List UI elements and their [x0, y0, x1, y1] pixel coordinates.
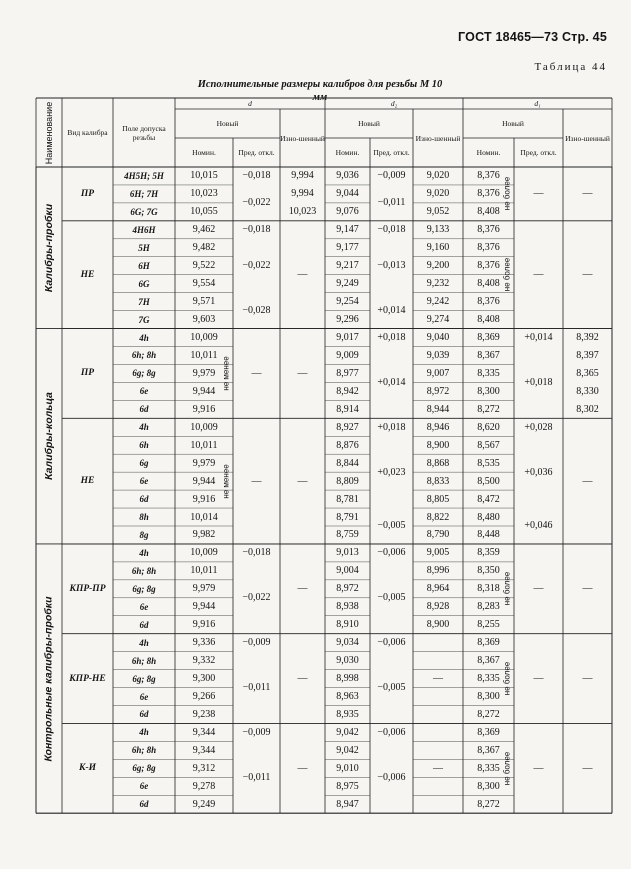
- d2-nom-cell: 8,938: [336, 601, 359, 613]
- ne-menee-note: [219, 418, 233, 544]
- d-nom-cell: 9,982: [192, 529, 216, 541]
- d1-nom-cell: 8,283: [477, 601, 500, 613]
- d1-nom-cell: 8,408: [477, 314, 500, 326]
- ne-bolee-note: [500, 723, 514, 813]
- d1-nom-cell: 8,359: [477, 547, 500, 559]
- d1-tol-cell: +0,018: [524, 376, 553, 388]
- d2-wear-cell: 8,964: [426, 583, 450, 595]
- d2-tol-header: Пред. откл.: [373, 148, 410, 157]
- d1-wear-cell: 8,392: [576, 332, 599, 344]
- group-name-label: Калибры-пробки: [43, 203, 56, 292]
- d2-nom-cell: 9,147: [336, 224, 359, 236]
- d2-nom-cell: 8,927: [336, 421, 359, 433]
- d1-nom-cell: 8,367: [477, 655, 500, 667]
- field-cell: 6G: [138, 278, 150, 289]
- d2-wear-cell: 8,972: [426, 385, 450, 397]
- d2-nom-cell: 8,809: [336, 475, 359, 487]
- d2-wear-cell: 8,805: [426, 493, 450, 505]
- d-nom-cell: 9,462: [192, 224, 216, 236]
- d-wear-cell: —: [297, 762, 308, 774]
- ne-menee-label: не менее: [221, 356, 231, 391]
- kind-cell: ПР: [80, 368, 95, 379]
- d-nom-cell: 9,916: [192, 619, 216, 631]
- d-nom-header: Номин.: [192, 148, 216, 157]
- d1-nom-cell: 8,335: [477, 367, 500, 379]
- d2-tol-cell: −0,005: [377, 682, 406, 694]
- field-cell: 6g; 8g: [132, 583, 156, 594]
- d-nom-cell: 9,916: [192, 403, 216, 415]
- field-cell: 4h: [139, 727, 149, 738]
- d1-nom-cell: 8,335: [477, 762, 500, 774]
- d1-nom-cell: 8,500: [477, 475, 500, 487]
- field-cell: 4h: [139, 332, 149, 343]
- group-name-label: Калибры-кольца: [43, 392, 56, 481]
- d2-wear-cell: 9,274: [426, 314, 450, 326]
- d2-tol-cell: +0,023: [377, 466, 406, 478]
- d2-nom-cell: 9,296: [336, 314, 359, 326]
- field-cell: 6e: [139, 691, 149, 702]
- field-cell: 4h: [139, 422, 149, 433]
- d2-tol-cell: −0,006: [377, 771, 406, 783]
- d-nom-cell: 9,522: [192, 260, 216, 272]
- d2-nom-cell: 8,975: [336, 780, 359, 792]
- d2-nom-cell: 9,010: [336, 762, 359, 774]
- d2-wear-cell: 9,020: [426, 170, 450, 182]
- ne-bolee-note: [500, 221, 514, 329]
- kind-cell: К-И: [79, 763, 96, 774]
- d1-nom-cell: 8,335: [477, 673, 500, 685]
- ne-bolee-note: [500, 167, 514, 221]
- d1-nom-cell: 8,535: [477, 457, 500, 469]
- d1-new-header: Новый: [502, 119, 524, 128]
- d2-wear-cell: 9,232: [426, 278, 450, 290]
- d1-wear-cell: 8,302: [576, 403, 599, 415]
- kind-cell: ПР: [80, 188, 95, 199]
- d2-wear-header: Изно-шенный: [415, 133, 461, 143]
- ne-bolee-label: не более: [502, 661, 512, 696]
- d-wear-cell: 9,994: [291, 170, 314, 182]
- d2-wear-cell: —: [433, 673, 443, 685]
- d2-nom-cell: 9,249: [336, 278, 359, 290]
- d2-tol-cell: +0,014: [377, 376, 406, 388]
- field-cell: 6d: [139, 494, 149, 505]
- ne-bolee-label: не более: [502, 751, 512, 786]
- d-nom-cell: 10,011: [190, 349, 218, 361]
- d1-nom-cell: 8,376: [477, 260, 500, 272]
- d1-nom-cell: 8,369: [477, 637, 500, 649]
- d2-nom-cell: 9,254: [336, 296, 359, 308]
- d1-tol-cell: +0,014: [524, 332, 553, 344]
- d-nom-cell: 10,011: [190, 439, 218, 451]
- d1-nom-cell: 8,369: [477, 332, 500, 344]
- d2-tol-cell: −0,018: [377, 224, 406, 236]
- field-cell: 6e: [139, 476, 149, 487]
- page-header: ГОСТ 18465—73 Стр. 45: [458, 30, 607, 44]
- d1-header: d₁: [534, 99, 541, 108]
- d2-wear-cell: 8,900: [426, 619, 450, 631]
- d2-wear-cell: 8,944: [426, 403, 450, 415]
- name-header: [36, 98, 62, 167]
- name-header-label: Наименование: [44, 101, 55, 164]
- d2-wear-cell: 9,052: [426, 206, 450, 218]
- field-cell: 6d: [139, 799, 149, 810]
- ne-bolee-note: [500, 544, 514, 634]
- d2-wear-cell: 8,822: [426, 511, 450, 523]
- d2-wear-cell: 9,020: [426, 188, 450, 200]
- d-nom-cell: 10,023: [190, 188, 218, 200]
- d2-nom-cell: 9,004: [336, 565, 359, 577]
- field-header: Поле допуска резьбы: [122, 123, 166, 142]
- d1-nom-cell: 8,480: [477, 511, 500, 523]
- field-cell: 4H6H: [132, 224, 156, 235]
- d-wear-cell: —: [297, 367, 308, 379]
- d2-tol-cell: −0,006: [377, 637, 406, 649]
- d1-nom-cell: 8,272: [477, 798, 500, 810]
- d2-wear-cell: —: [433, 762, 443, 774]
- field-cell: 6e: [139, 781, 149, 792]
- d-nom-cell: 9,266: [192, 691, 216, 703]
- d-header: d: [248, 99, 252, 108]
- d-wear-cell: —: [297, 583, 308, 595]
- ne-bolee-note: [500, 634, 514, 724]
- d1-wear-cell: 8,397: [576, 349, 599, 361]
- d2-new-header: Новый: [358, 119, 380, 128]
- d-new-header: Новый: [216, 119, 239, 128]
- d1-nom-cell: 8,376: [477, 296, 500, 308]
- d2-tol-cell: −0,006: [377, 726, 406, 738]
- field-cell: 6h; 8h: [131, 655, 157, 666]
- field-cell: 4h: [139, 637, 149, 648]
- d-nom-cell: 9,916: [192, 493, 216, 505]
- d1-nom-cell: 8,376: [477, 170, 500, 182]
- d1-wear-cell: 8,330: [576, 385, 599, 397]
- field-cell: 6h: [139, 440, 149, 451]
- d2-nom-cell: 8,781: [336, 493, 359, 505]
- d-wear-header: Изно-шенный: [280, 133, 325, 143]
- d1-tol-cell: —: [533, 583, 544, 595]
- d2-tol-cell: +0,018: [377, 421, 406, 433]
- field-cell: 6d: [139, 619, 149, 630]
- d2-wear-cell: 8,996: [426, 565, 450, 577]
- d1-nom-cell: 8,472: [477, 493, 500, 505]
- d2-nom-cell: 9,030: [336, 655, 359, 667]
- group-name-label: Контрольные калибры-пробки: [43, 596, 55, 762]
- d-tol-header: Пред. откл.: [238, 148, 275, 157]
- field-cell: 6d: [139, 404, 149, 415]
- field-cell: 6e: [139, 601, 149, 612]
- d-wear-cell: —: [297, 673, 308, 685]
- field-cell: 6g: [139, 458, 149, 469]
- d2-nom-cell: 8,910: [336, 619, 359, 631]
- d-nom-cell: 9,336: [192, 637, 216, 649]
- d1-tol-cell: +0,036: [524, 466, 553, 478]
- d2-nom-cell: 9,042: [336, 726, 359, 738]
- d-nom-cell: 9,344: [192, 744, 216, 756]
- d-tol-cell: −0,022: [242, 592, 271, 604]
- d2-wear-cell: 8,928: [426, 601, 450, 613]
- d-tol-cell: −0,011: [242, 771, 271, 783]
- d2-nom-cell: 8,876: [336, 439, 359, 451]
- d2-nom-cell: 8,844: [336, 457, 359, 469]
- d1-nom-cell: 8,408: [477, 206, 500, 218]
- d1-wear-header: Изно-шенный: [565, 133, 610, 143]
- d2-nom-cell: 8,947: [336, 798, 359, 810]
- d2-wear-cell: 9,200: [426, 260, 450, 272]
- ne-bolee-label: не более: [502, 572, 512, 606]
- d-nom-cell: 9,979: [192, 367, 216, 379]
- d1-nom-cell: 8,448: [477, 529, 500, 541]
- d-nom-cell: 9,278: [192, 780, 216, 792]
- d2-tol-cell: −0,013: [377, 260, 406, 272]
- d-nom-cell: 9,238: [192, 708, 216, 720]
- d-nom-cell: 9,944: [192, 385, 216, 397]
- d2-wear-cell: 9,005: [426, 547, 450, 559]
- d2-tol-cell: −0,009: [377, 170, 406, 182]
- d-nom-cell: 9,482: [192, 242, 216, 254]
- group-name: [36, 329, 62, 544]
- d-nom-cell: 10,009: [190, 547, 218, 559]
- field-cell: 6g; 8g: [132, 368, 156, 379]
- d-nom-cell: 10,009: [190, 421, 218, 433]
- d-tol-cell: −0,018: [242, 224, 271, 236]
- d2-nom-cell: 8,791: [336, 511, 359, 523]
- d1-wear-cell: —: [582, 269, 593, 281]
- d1-wear-cell: —: [582, 188, 593, 200]
- field-cell: 6H; 7H: [129, 188, 159, 199]
- d2-wear-cell: 8,900: [426, 439, 450, 451]
- d2-tol-cell: −0,011: [377, 197, 406, 209]
- kind-header: Вид калибра: [67, 128, 108, 137]
- d2-wear-cell: 9,242: [426, 296, 450, 308]
- d1-nom-cell: 8,408: [477, 278, 500, 290]
- d-tol-cell: −0,022: [242, 197, 271, 209]
- d-tol-cell: −0,009: [242, 726, 271, 738]
- d2-nom-cell: 9,017: [336, 332, 359, 344]
- d-nom-cell: 9,312: [192, 762, 216, 774]
- field-cell: 8g: [139, 529, 149, 540]
- d-nom-cell: 9,332: [192, 655, 216, 667]
- d-nom-cell: 9,944: [192, 601, 216, 613]
- d2-nom-cell: 8,942: [336, 385, 359, 397]
- d1-wear-cell: —: [582, 583, 593, 595]
- d1-nom-cell: 8,376: [477, 224, 500, 236]
- d-wear-cell: 9,994: [291, 188, 314, 200]
- field-cell: 7G: [138, 314, 150, 325]
- d2-nom-header: Номин.: [335, 148, 360, 157]
- ne-bolee-label: не более: [502, 257, 512, 292]
- d1-nom-cell: 8,376: [477, 242, 500, 254]
- d1-tol-header: Пред. откл.: [520, 148, 557, 157]
- d-nom-cell: 10,009: [190, 332, 218, 344]
- d1-tol-cell: —: [533, 762, 544, 774]
- kind-cell: КПР-НЕ: [69, 673, 106, 684]
- d2-tol-cell: +0,018: [377, 332, 406, 344]
- d-nom-cell: 9,300: [192, 673, 216, 685]
- d1-tol-cell: —: [533, 673, 544, 685]
- d-nom-cell: 10,011: [190, 565, 218, 577]
- d1-nom-cell: 8,300: [477, 385, 500, 397]
- d2-nom-cell: 8,998: [336, 673, 359, 685]
- d1-nom-cell: 8,567: [477, 439, 500, 451]
- d-tol-cell: —: [251, 367, 262, 379]
- d2-nom-cell: 9,177: [336, 242, 359, 254]
- d-tol-cell: —: [251, 475, 262, 487]
- d2-nom-cell: 8,977: [336, 367, 359, 379]
- d1-nom-cell: 8,318: [477, 583, 500, 595]
- d2-wear-cell: 9,160: [426, 242, 450, 254]
- d2-wear-cell: 8,868: [426, 457, 450, 469]
- d1-nom-cell: 8,300: [477, 691, 500, 703]
- field-cell: 8h: [139, 512, 149, 523]
- d2-tol-cell: +0,014: [377, 305, 406, 317]
- d2-wear-cell: 9,133: [426, 224, 450, 236]
- d-nom-cell: 10,015: [190, 170, 218, 182]
- d1-tol-cell: +0,028: [524, 421, 553, 433]
- d-nom-cell: 9,554: [192, 278, 216, 290]
- d2-nom-cell: 9,013: [336, 547, 359, 559]
- kind-cell: КПР-ПР: [69, 583, 106, 594]
- d2-nom-cell: 9,044: [336, 188, 359, 200]
- field-cell: 6d: [139, 709, 149, 720]
- d2-nom-cell: 8,759: [336, 529, 359, 541]
- d2-nom-cell: 8,914: [336, 403, 359, 415]
- d1-wear-cell: —: [582, 475, 593, 487]
- ne-bolee-label: не более: [502, 177, 512, 211]
- d-wear-cell: —: [297, 475, 308, 487]
- d2-header: d₂: [390, 99, 398, 108]
- d-nom-cell: 9,979: [192, 457, 216, 469]
- title-line: Исполнительные размеры калибров для резьбы М 10: [197, 79, 443, 90]
- ne-menee-label: не менее: [221, 463, 231, 499]
- field-cell: 6H: [138, 260, 150, 271]
- d1-nom-cell: 8,620: [477, 421, 500, 433]
- d-tol-cell: −0,018: [242, 170, 271, 182]
- d1-wear-cell: —: [582, 762, 593, 774]
- d1-wear-cell: —: [582, 673, 593, 685]
- d1-nom-cell: 8,367: [477, 349, 500, 361]
- d1-tol-cell: +0,046: [524, 520, 553, 532]
- d1-nom-header: Номин.: [476, 148, 501, 157]
- d1-nom-cell: 8,272: [477, 708, 500, 720]
- d2-tol-cell: −0,005: [377, 520, 406, 532]
- d-nom-cell: 9,944: [192, 475, 216, 487]
- field-cell: 7H: [138, 296, 150, 307]
- d1-tol-cell: —: [533, 269, 544, 281]
- unit-line: мм: [312, 92, 328, 103]
- field-cell: 6g; 8g: [132, 763, 156, 774]
- d2-nom-cell: 9,076: [336, 206, 359, 218]
- field-cell: 6G; 7G: [130, 206, 158, 217]
- d1-nom-cell: 8,369: [477, 726, 500, 738]
- d2-wear-cell: 8,790: [426, 529, 450, 541]
- field-cell: 4h: [139, 547, 149, 558]
- d1-nom-cell: 8,376: [477, 188, 500, 200]
- d1-nom-cell: 8,255: [477, 619, 500, 631]
- d-tol-cell: −0,028: [242, 305, 271, 317]
- d2-nom-cell: 8,963: [336, 691, 359, 703]
- d2-nom-cell: 8,935: [336, 708, 359, 720]
- d-tol-cell: −0,011: [242, 682, 271, 694]
- kind-cell: НЕ: [80, 269, 95, 280]
- d2-nom-cell: 8,972: [336, 583, 359, 595]
- d2-nom-cell: 9,042: [336, 744, 359, 756]
- d2-wear-cell: 8,833: [426, 475, 450, 487]
- d2-nom-cell: 9,217: [336, 260, 359, 272]
- d-nom-cell: 10,014: [190, 511, 218, 523]
- d-wear-cell: —: [297, 269, 308, 281]
- field-cell: 4H5H; 5H: [124, 170, 164, 181]
- d-nom-cell: 9,571: [192, 296, 216, 308]
- field-cell: 6h; 8h: [131, 745, 157, 756]
- d-nom-cell: 9,344: [192, 726, 216, 738]
- d-tol-cell: −0,018: [242, 547, 271, 559]
- d1-nom-cell: 8,272: [477, 403, 500, 415]
- group-name: [36, 167, 62, 329]
- field-cell: 6h; 8h: [131, 565, 157, 576]
- d2-wear-cell: 8,946: [426, 421, 450, 433]
- field-cell: 6e: [139, 386, 149, 397]
- d-tol-cell: −0,009: [242, 637, 271, 649]
- d-nom-cell: 9,249: [192, 798, 216, 810]
- d1-nom-cell: 8,350: [477, 565, 500, 577]
- kind-cell: НЕ: [80, 476, 95, 487]
- ne-menee-note: [219, 329, 233, 419]
- d1-nom-cell: 8,367: [477, 744, 500, 756]
- d2-nom-cell: 9,034: [336, 637, 359, 649]
- d2-wear-cell: 9,007: [426, 367, 450, 379]
- d-nom-cell: 9,979: [192, 583, 216, 595]
- field-cell: 6h; 8h: [131, 350, 157, 361]
- d1-tol-cell: —: [533, 188, 544, 200]
- d-nom-cell: 10,055: [190, 206, 218, 218]
- field-cell: 5H: [138, 242, 150, 253]
- d-tol-cell: −0,022: [242, 260, 271, 272]
- group-name: [36, 544, 62, 813]
- d2-nom-cell: 9,036: [336, 170, 359, 182]
- d2-wear-cell: 9,039: [426, 349, 450, 361]
- d2-nom-cell: 9,009: [336, 349, 359, 361]
- d2-tol-cell: −0,006: [377, 547, 406, 559]
- d2-tol-cell: −0,005: [377, 592, 406, 604]
- d-wear-cell: 10,023: [288, 206, 317, 218]
- d1-wear-cell: 8,365: [576, 367, 599, 379]
- field-cell: 6g; 8g: [132, 673, 156, 684]
- d1-nom-cell: 8,300: [477, 780, 500, 792]
- d-nom-cell: 9,603: [192, 314, 216, 326]
- table-number: Таблица 44: [534, 61, 607, 73]
- d2-wear-cell: 9,040: [426, 332, 450, 344]
